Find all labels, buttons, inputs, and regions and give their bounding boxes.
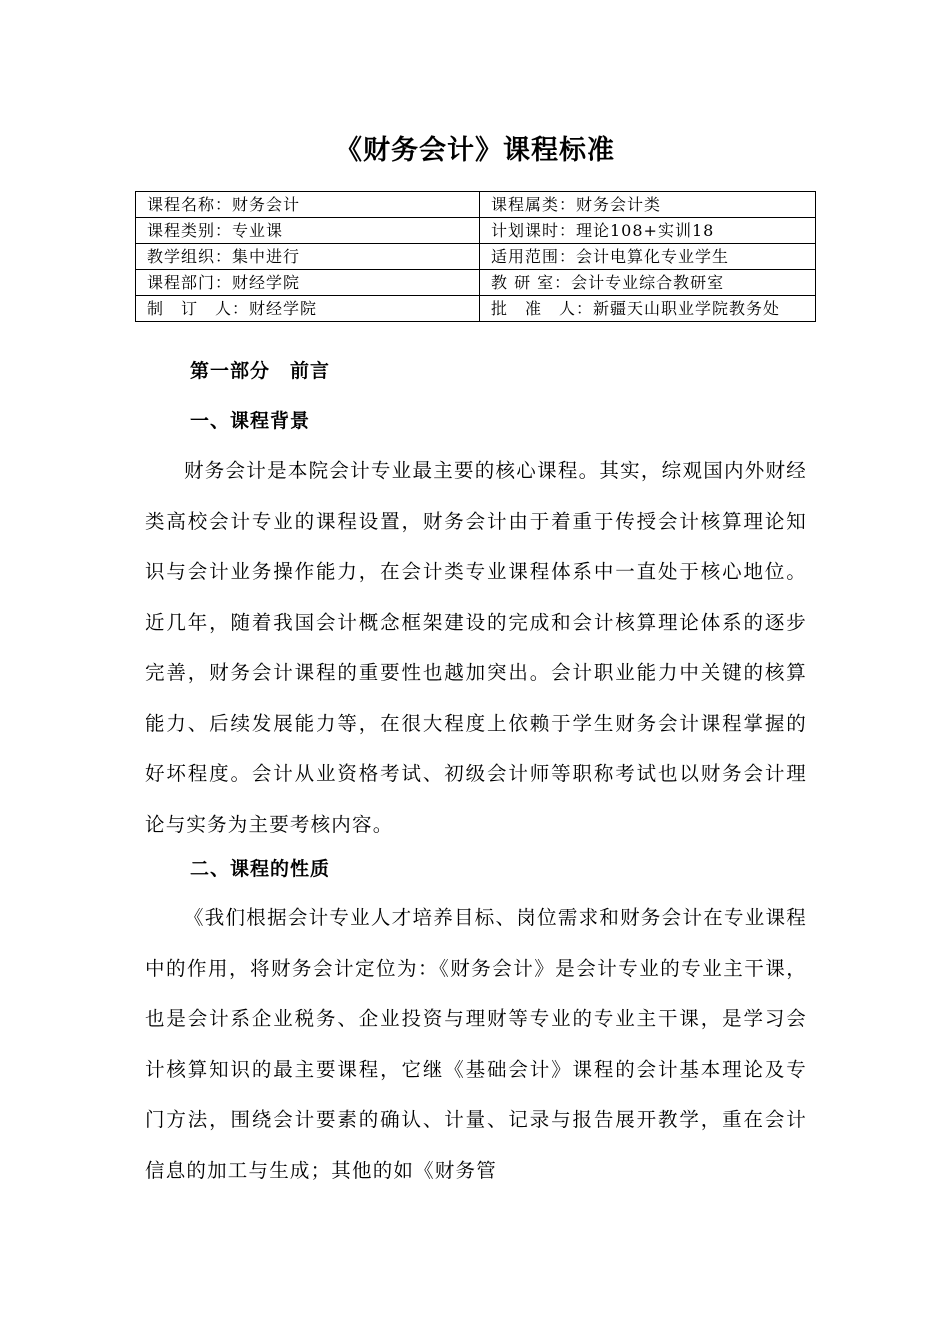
document-title: 《财务会计》课程标准	[335, 135, 615, 166]
course-category-cell: 课程属类：财务会计类	[480, 192, 816, 218]
section1-heading: 一、课程背景	[190, 410, 311, 432]
course-info-table	[135, 191, 816, 322]
table-row	[136, 270, 816, 296]
course-department-cell: 课程部门：财经学院	[136, 270, 480, 296]
author-cell: 制 订 人：财经学院	[136, 296, 480, 322]
applicable-scope-cell: 适用范围：会计电算化专业学生	[480, 244, 816, 270]
section2-heading: 二、课程的性质	[190, 858, 331, 880]
part-heading: 第一部分 前言	[190, 360, 331, 382]
table-row	[136, 296, 816, 322]
table-row	[136, 218, 816, 244]
approver-cell: 批 准 人：新疆天山职业学院教务处	[480, 296, 816, 322]
table-row	[136, 244, 816, 270]
course-type-cell: 课程类别：专业课	[136, 218, 480, 244]
section1-body: 财务会计是本院会计专业最主要的核心课程。其实，综观国内外财经类高校会计专业的课程设置，财务会计由于着重于传授会计核算理论知识与会计业务操作能力，在会计类专业课程体系中一直处于核心地位。近几年，随着我国会计概念框架建设的完成和会计核算理论体系的逐步完善，财务会计课程的重要性也越加突出。会计职业能力中关键的核算能力、后续发展能力等，在很大程度上依赖于学生财务会计课程掌握的好坏程度。会计从业资格考试、初级会计师等职称考试也以财务会计理论与实务为主要考核内容。	[145, 459, 807, 836]
planned-hours-cell: 计划课时：理论108+实训18	[480, 218, 816, 244]
teaching-office-cell: 教 研 室：会计专业综合教研室	[480, 270, 816, 296]
teaching-organization-cell: 教学组织：集中进行	[136, 244, 480, 270]
table-row	[136, 192, 816, 218]
course-name-cell: 课程名称：财务会计	[136, 192, 480, 218]
section2-body: 《我们根据会计专业人才培养目标、岗位需求和财务会计在专业课程中的作用，将财务会计定位为：《财务会计》是会计专业的专业主干课，也是会计系企业税务、企业投资与理财等专业的专业主干课，是学习会计核算知识的最主要课程，它继《基础会计》课程的会计基本理论及专门方法，围绕会计要素的确认、计量、记录与报告展开教学，重在会计信息的加工与生成；其他的如《财务管	[145, 906, 807, 1182]
